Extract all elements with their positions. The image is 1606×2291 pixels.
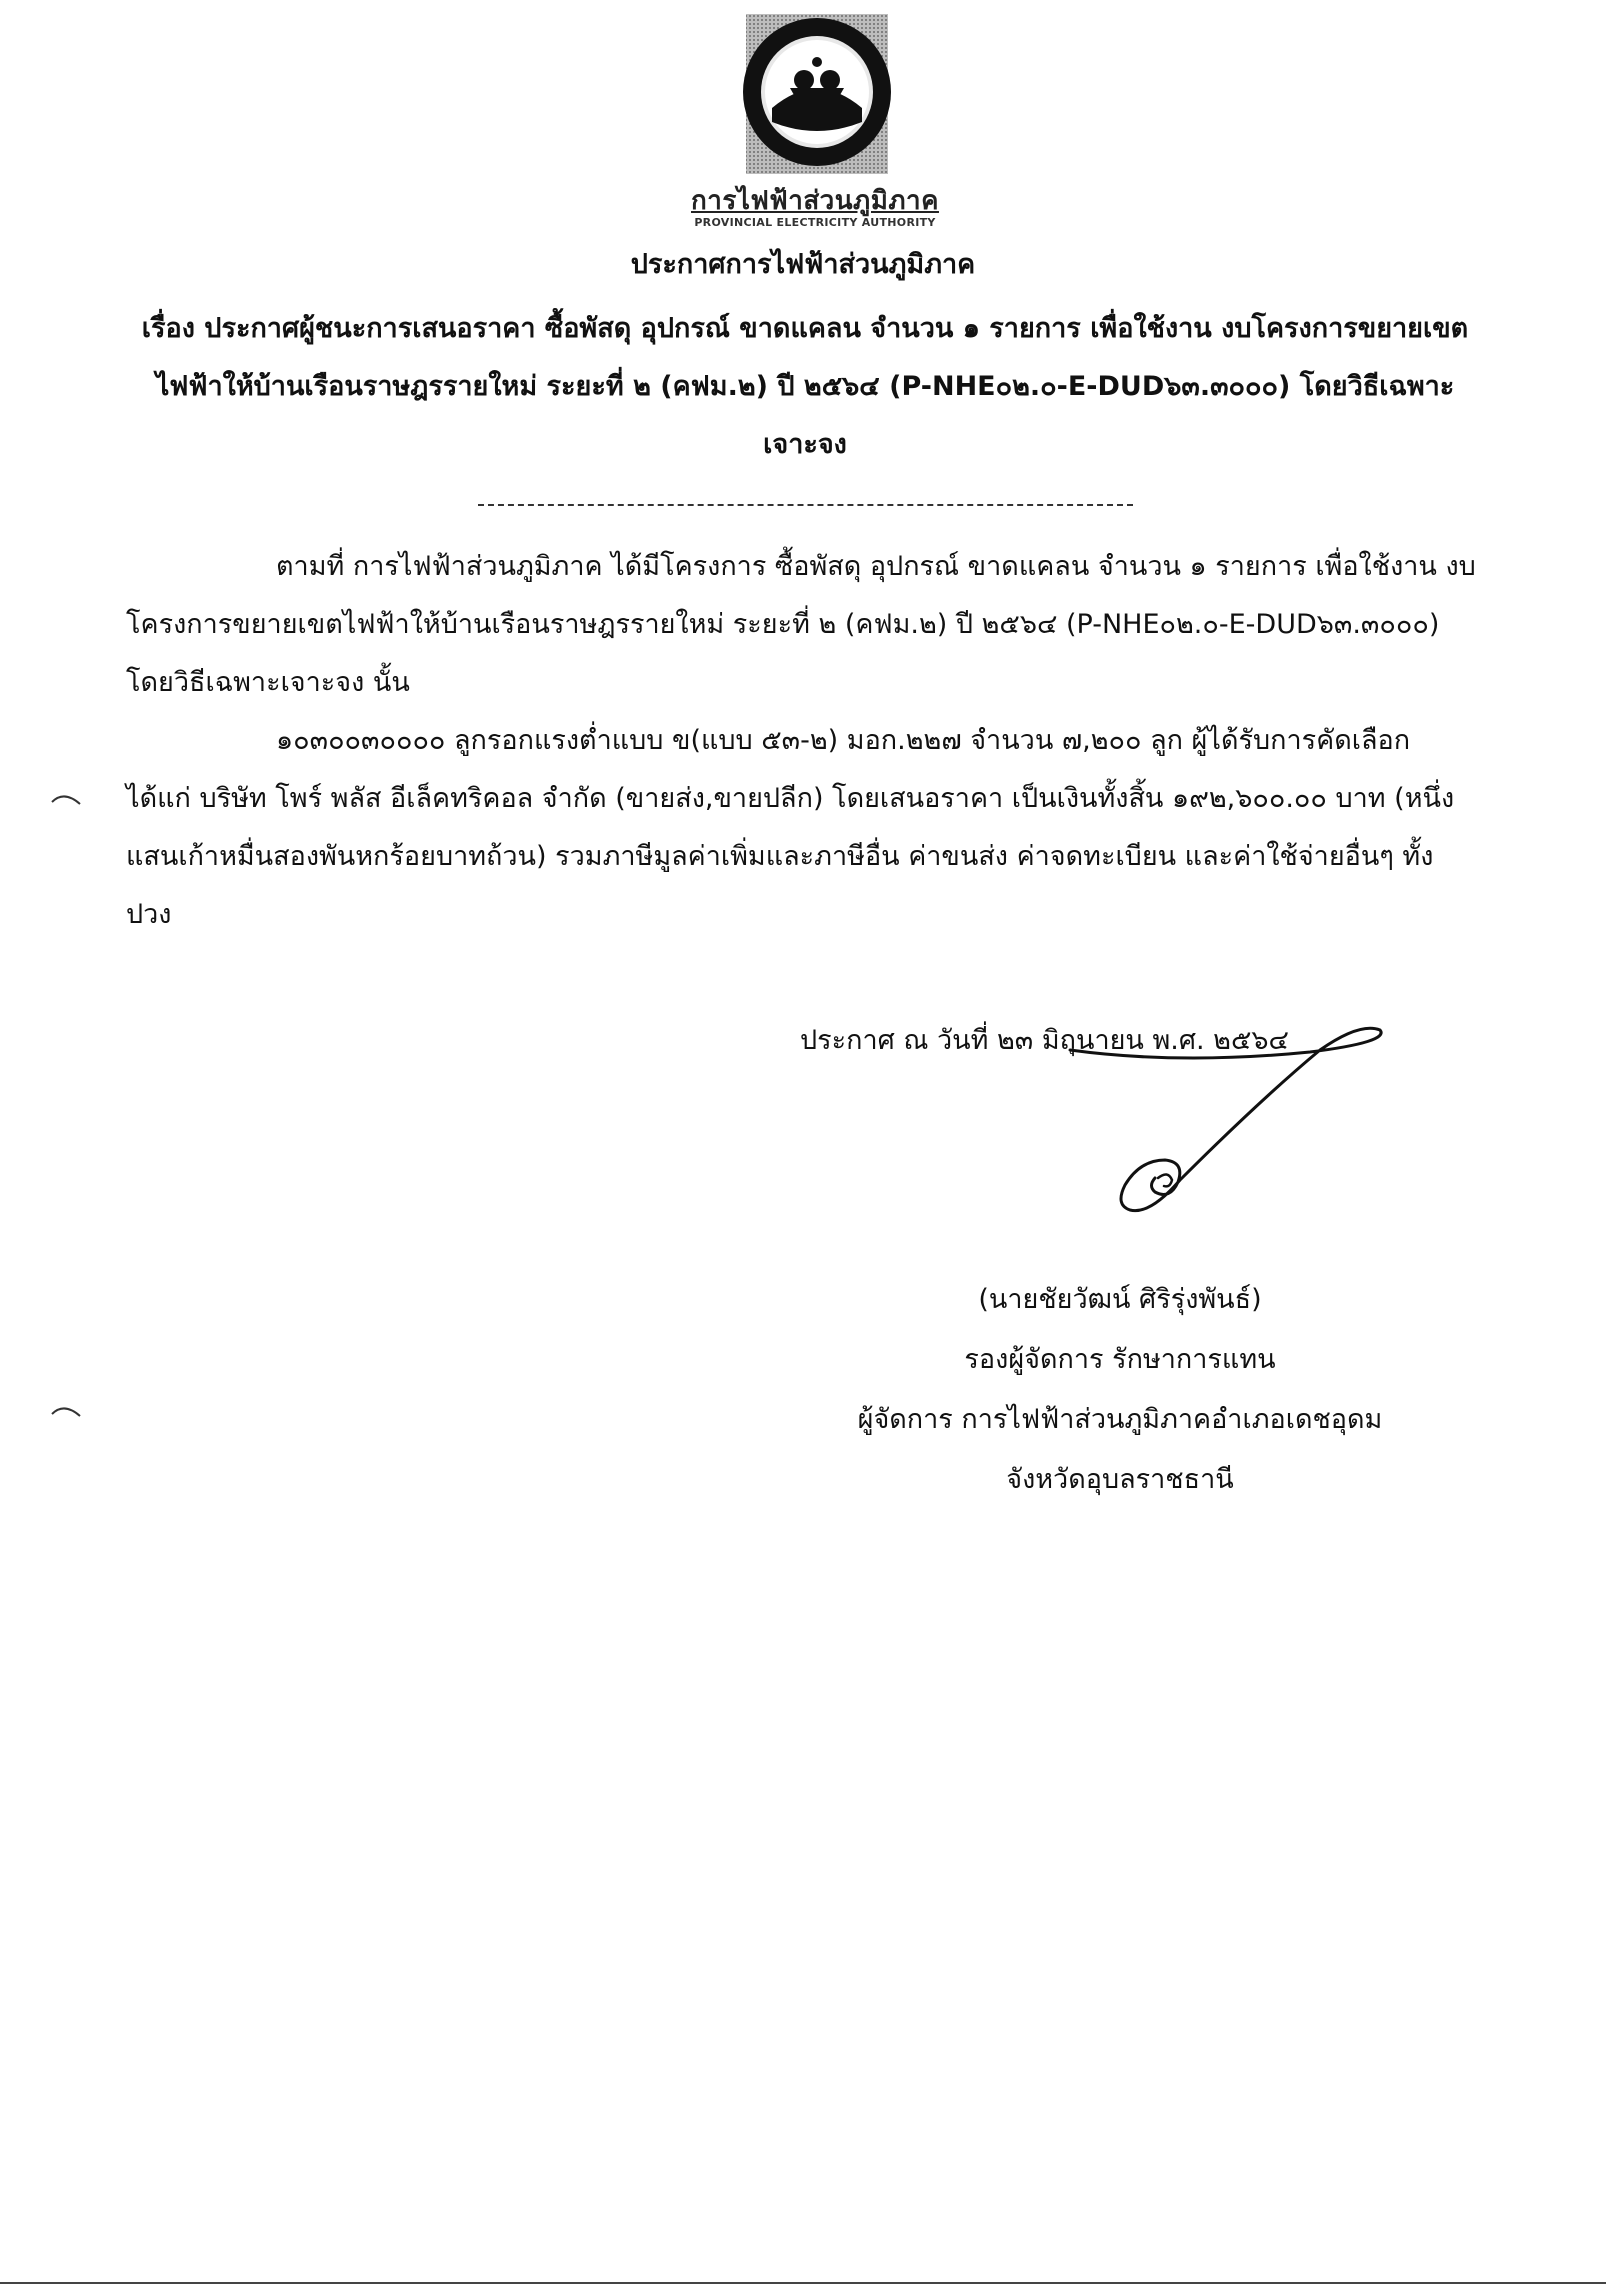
announcement-subject: เรื่อง ประกาศผู้ชนะการเสนอราคา ซื้อพัสดุ อุปกรณ์ ขาดแคลน จำนวน ๑ รายการ เพื่อใช้งาน งบโครงการขยายเขตไฟฟ้าให้บ้านเรือนราษฎรรายใหม่ ระยะที่ ๒ (คฟม.๒) ปี ๒๕๖๔ (P-NHE๐๒.๐-E-DUD๖๓.๓๐๐๐) โดยวิธีเฉพาะเจาะจง [141, 313, 1469, 460]
signer-province: จังหวัดอุบลราชธานี [1006, 1464, 1234, 1495]
signature-block [820, 1270, 1420, 1510]
signer-position-line-2: ผู้จัดการ การไฟฟ้าส่วนภูมิภาคอำเภอเดชอุดม [857, 1404, 1383, 1435]
signer-position-line-1: รองผู้จัดการ รักษาการแทน [964, 1344, 1276, 1375]
body-paragraph-1: ตามที่ การไฟฟ้าส่วนภูมิภาค ได้มีโครงการ ซื้อพัสดุ อุปกรณ์ ขาดแคลน จำนวน ๑ รายการ เพื่อใช้งาน งบโครงการขยายเขตไฟฟ้าให้บ้านเรือนราษฎรรายใหม่ ระยะที่ ๒ (คฟม.๒) ปี ๒๕๖๔ (P-NHE๐๒.๐-E-DUD๖๓.๓๐๐๐) โดยวิธีเฉพาะเจาะจง นั้น [126, 551, 1476, 698]
org-name-thai: การไฟฟ้าส่วนภูมิภาค [691, 186, 939, 216]
bottom-edge-line [0, 2282, 1606, 2284]
margin-mark-icon [48, 788, 88, 812]
signer-name: (นายชัยวัฒน์ ศิริรุ่งพันธ์) [978, 1284, 1262, 1315]
handwritten-signature [1060, 1010, 1420, 1250]
margin-mark-icon [48, 1400, 88, 1424]
pea-logo-icon [732, 10, 902, 180]
body-paragraph-2: ๑๐๓๐๐๓๐๐๐๐ ลูกรอกแรงต่ำแบบ ข(แบบ ๕๓-๒) มอก.๒๒๗ จำนวน ๗,๒๐๐ ลูก ผู้ได้รับการคัดเลือก ได้แก่ บริษัท โพร์ พลัส อีเล็คทริคอล จำกัด (ขายส่ง,ขายปลีก) โดยเสนอราคา เป็นเงินทั้งสิ้น ๑๙๒,๖๐๐.๐๐ บาท (หนึ่งแสนเก้าหมื่นสองพันหกร้อยบาทถ้วน) รวมภาษีมูลค่าเพิ่มและภาษีอื่น ค่าขนส่ง ค่าจดทะเบียน และค่าใช้จ่ายอื่นๆ ทั้งปวง [126, 725, 1455, 930]
org-name-english: PROVINCIAL ELECTRICITY AUTHORITY [694, 216, 936, 229]
announcement-title: ประกาศการไฟฟ้าส่วนภูมิภาค [630, 249, 976, 280]
announcement-date: ประกาศ ณ วันที่ ๒๓ มิถุนายน พ.ศ. ๒๕๖๔ [800, 1025, 1289, 1056]
dashed-divider [478, 504, 1133, 506]
